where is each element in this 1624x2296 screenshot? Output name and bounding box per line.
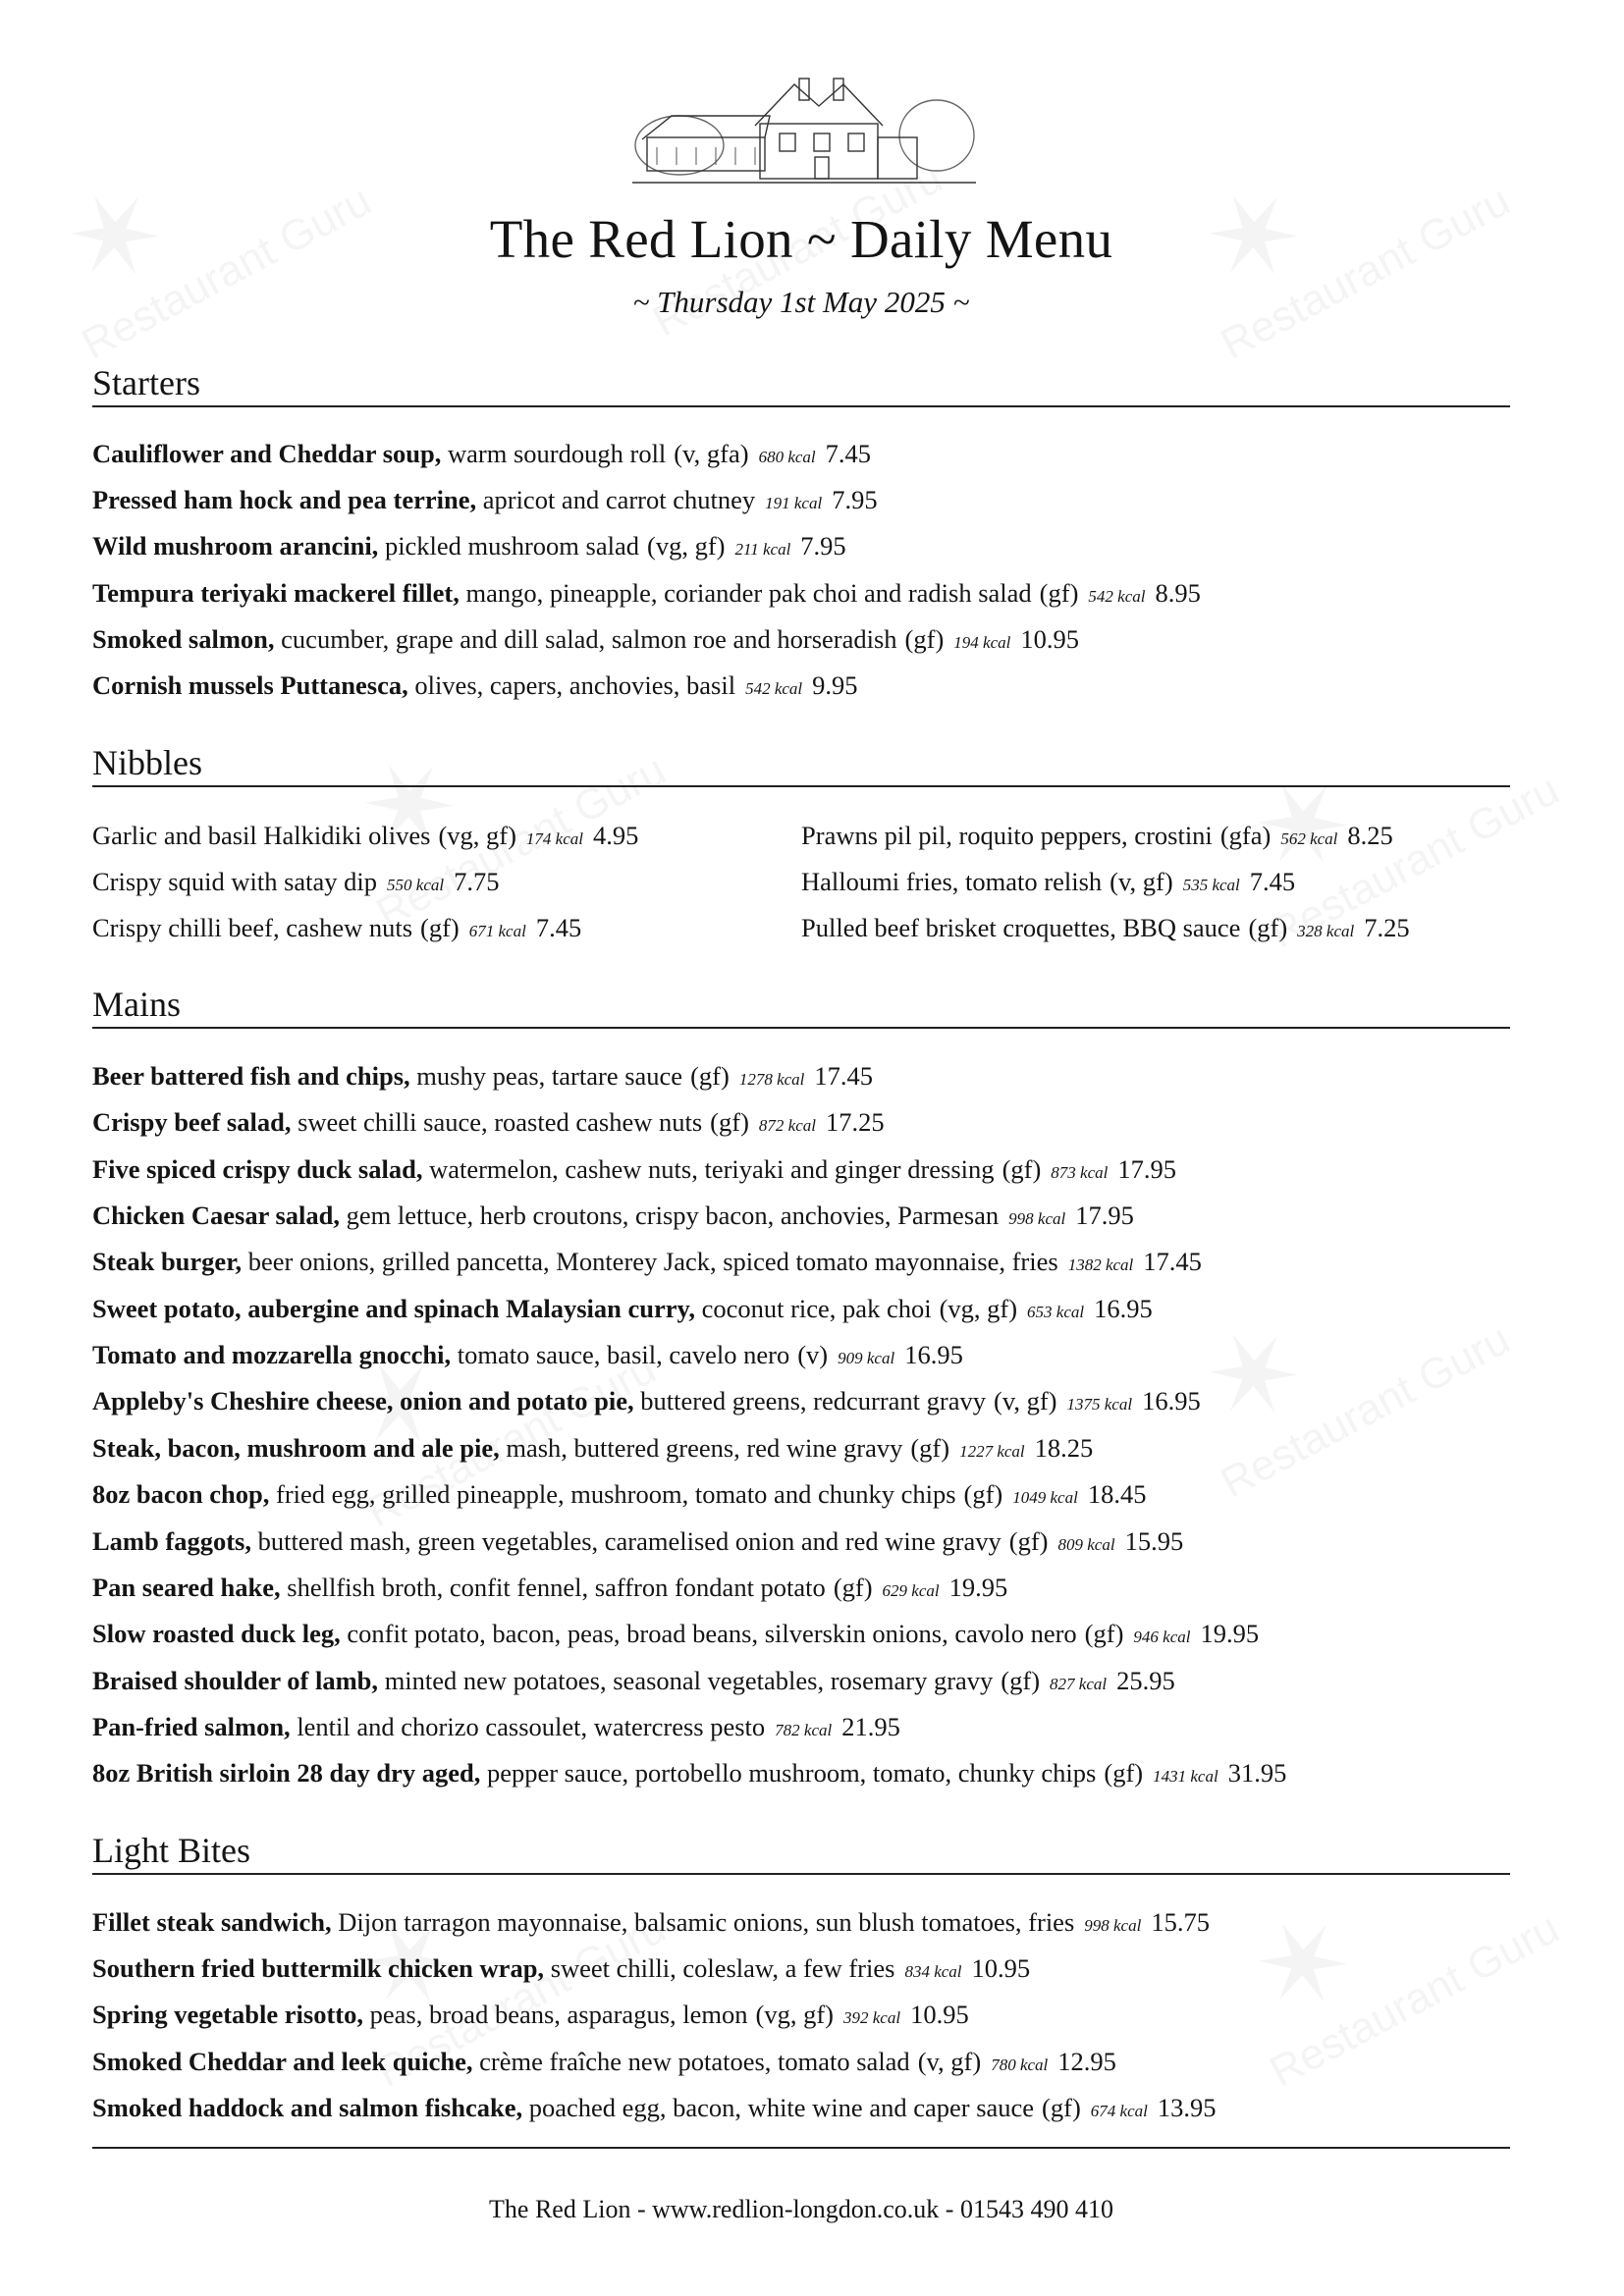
item-calories: 834 kcal xyxy=(904,1962,962,1982)
item-description: shellfish broth, confit fennel, saffron fondant potato xyxy=(280,1572,826,1602)
menu-item xyxy=(801,821,1393,852)
item-description: minted new potatoes, seasonal vegetables, rosemary gravy xyxy=(378,1665,994,1695)
item-dietary: (gf) xyxy=(1042,2092,1081,2122)
item-calories: 671 kcal xyxy=(468,922,526,941)
menu-item xyxy=(92,439,871,470)
item-dietary: (gf) xyxy=(1084,1619,1124,1649)
item-name: Southern fried buttermilk chicken wrap, xyxy=(92,1953,545,1984)
menu-item xyxy=(92,1340,963,1371)
item-calories: 780 kcal xyxy=(991,2055,1049,2074)
item-calories: 542 kcal xyxy=(745,679,803,698)
item-price: 16.95 xyxy=(1142,1386,1201,1416)
item-price: 21.95 xyxy=(841,1711,900,1741)
item-dietary: (gf) xyxy=(904,623,945,654)
item-name: Wild mushroom arancini, xyxy=(92,531,379,561)
item-price: 19.95 xyxy=(948,1572,1008,1602)
item-calories: 194 kcal xyxy=(953,632,1011,652)
menu-item xyxy=(92,2093,1216,2124)
menu-item xyxy=(92,1386,1201,1417)
page-title: The Red Lion ~ Daily Menu xyxy=(489,209,1113,269)
item-calories: 1227 kcal xyxy=(959,1441,1025,1461)
item-description: beer onions, grilled pancetta, Monterey Jack, spiced tomato mayonnaise, fries xyxy=(242,1247,1058,1277)
item-calories: 542 kcal xyxy=(1088,586,1146,606)
item-name: Smoked Cheddar and leek quiche, xyxy=(92,2046,473,2076)
menu-item xyxy=(92,1479,1146,1511)
menu-item xyxy=(92,624,1079,656)
menu-item xyxy=(92,1154,1176,1186)
menu-date: ~ Thursday 1st May 2025 ~ xyxy=(632,285,970,319)
menu-item xyxy=(92,1201,1134,1232)
menu-item xyxy=(92,1433,1093,1465)
menu-item xyxy=(92,1573,1007,1604)
item-name: Crispy beef salad, xyxy=(92,1107,292,1138)
item-price: 15.75 xyxy=(1151,1907,1210,1937)
menu-item xyxy=(92,1526,1183,1558)
menu-item xyxy=(92,1666,1175,1697)
item-description: crème fraîche new potatoes, tomato salad xyxy=(472,2046,910,2076)
item-calories: 535 kcal xyxy=(1182,876,1240,895)
menu-item xyxy=(92,1712,900,1743)
item-price: 4.95 xyxy=(593,821,639,850)
item-description: peas, broad beans, asparagus, lemon xyxy=(363,2000,748,2030)
item-price: 7.95 xyxy=(800,531,846,561)
item-description: warm sourdough roll xyxy=(441,439,667,468)
item-dietary: (gf) xyxy=(1104,1758,1144,1789)
item-calories: 1431 kcal xyxy=(1153,1767,1218,1787)
item-dietary: (gf) xyxy=(710,1107,749,1138)
item-calories: 873 kcal xyxy=(1051,1162,1109,1182)
item-price: 7.45 xyxy=(825,439,872,468)
item-price: 31.95 xyxy=(1227,1758,1287,1789)
item-price: 18.25 xyxy=(1034,1432,1094,1463)
item-description: fried egg, grilled pineapple, mushroom, tomato and chunky chips xyxy=(269,1479,956,1510)
item-dietary: (vg, gf) xyxy=(438,821,516,850)
item-calories: 946 kcal xyxy=(1133,1628,1191,1647)
item-calories: 1375 kcal xyxy=(1066,1395,1133,1415)
menu-item xyxy=(92,578,1201,610)
item-dietary: (gf) xyxy=(1001,1665,1041,1695)
item-calories: 550 kcal xyxy=(387,876,445,895)
item-dietary: (v, gf) xyxy=(917,2046,982,2076)
item-name: Pressed ham hock and pea terrine, xyxy=(92,485,477,515)
item-name: Fillet steak sandwich, xyxy=(92,1907,332,1937)
item-price: 18.45 xyxy=(1087,1479,1147,1510)
item-description: mushy peas, tartare sauce xyxy=(409,1061,683,1091)
menu-item xyxy=(92,867,499,898)
item-calories: 629 kcal xyxy=(882,1580,940,1600)
item-price: 10.95 xyxy=(1020,623,1079,654)
item-dietary: (gf) xyxy=(910,1432,950,1463)
item-price: 17.25 xyxy=(825,1107,885,1138)
item-calories: 872 kcal xyxy=(758,1116,816,1136)
item-price: 17.95 xyxy=(1075,1201,1134,1231)
section-heading-starters: Starters xyxy=(92,363,1510,407)
item-description: Prawns pil pil, roquito peppers, crostini xyxy=(801,821,1213,850)
menu-item xyxy=(92,1107,885,1139)
item-name: Tomato and mozzarella gnocchi, xyxy=(92,1340,452,1370)
item-description: Crispy squid with satay dip xyxy=(92,867,378,897)
item-dietary: (gfa) xyxy=(1219,821,1272,850)
item-name: Beer battered fish and chips, xyxy=(92,1061,410,1091)
item-calories: 809 kcal xyxy=(1057,1534,1115,1554)
item-description: Crispy chilli beef, cashew nuts xyxy=(92,913,413,943)
menu-item xyxy=(92,1907,1210,1939)
item-name: Sweet potato, aubergine and spinach Malaysian curry, xyxy=(92,1293,695,1323)
item-price: 7.75 xyxy=(454,867,500,897)
item-name: Smoked haddock and salmon fishcake, xyxy=(92,2092,523,2122)
item-calories: 1382 kcal xyxy=(1067,1255,1134,1275)
section-heading-light-bites: Light Bites xyxy=(92,1831,1510,1875)
item-calories: 392 kcal xyxy=(842,2008,901,2028)
item-name: Smoked salmon, xyxy=(92,623,275,654)
footer-contact: The Red Lion - www.redlion-longdon.co.uk - 01543 490 410 xyxy=(489,2195,1113,2223)
item-dietary: (v, gf) xyxy=(994,1386,1057,1416)
item-description: buttered greens, redcurrant gravy xyxy=(633,1386,986,1416)
menu-item xyxy=(92,670,858,702)
fork-star-icon xyxy=(1184,1211,1495,1452)
item-dietary: (gf) xyxy=(1008,1525,1049,1556)
item-description: Pulled beef brisket croquettes, BBQ sauce xyxy=(801,913,1241,943)
item-dietary: (v, gf) xyxy=(1110,867,1173,897)
item-description: gem lettuce, herb croutons, crispy bacon, anchovies, Parmesan xyxy=(340,1201,1000,1231)
item-calories: 328 kcal xyxy=(1297,922,1355,941)
item-name: Tempura teriyaki mackerel fillet, xyxy=(92,577,460,608)
item-name: Steak burger, xyxy=(92,1247,243,1277)
item-name: Cornish mussels Puttanesca, xyxy=(92,670,408,700)
item-calories: 909 kcal xyxy=(838,1349,895,1368)
item-description: poached egg, bacon, white wine and caper sauce xyxy=(522,2092,1035,2122)
item-price: 17.45 xyxy=(814,1061,874,1091)
item-name: Five spiced crispy duck salad, xyxy=(92,1153,423,1184)
item-name: 8oz bacon chop, xyxy=(92,1479,270,1510)
menu-item xyxy=(801,913,1410,944)
fork-star-icon xyxy=(1184,73,1495,313)
item-price: 16.95 xyxy=(1094,1293,1153,1323)
watermark xyxy=(1158,1211,1518,1509)
item-description: buttered mash, green vegetables, caramelised onion and red wine gravy xyxy=(250,1525,1001,1556)
menu-item xyxy=(92,531,846,562)
item-description: sweet chilli sauce, roasted cashew nuts xyxy=(291,1107,703,1138)
item-dietary: (gf) xyxy=(690,1061,730,1091)
item-name: 8oz British sirloin 28 day dry aged, xyxy=(92,1758,481,1789)
menu-item xyxy=(92,821,638,852)
item-price: 10.95 xyxy=(971,1953,1031,1984)
item-dietary: (gf) xyxy=(420,913,460,943)
item-dietary: (gf) xyxy=(963,1479,1003,1510)
item-price: 16.95 xyxy=(904,1340,963,1370)
item-description: watermelon, cashew nuts, teriyaki and ginger dressing xyxy=(422,1153,995,1184)
fork-star-icon xyxy=(45,73,356,313)
item-price: 10.95 xyxy=(910,2000,969,2030)
item-description: Dijon tarragon mayonnaise, balsamic onions, sun blush tomatoes, fries xyxy=(331,1907,1075,1937)
item-description: coconut rice, pak choi xyxy=(694,1293,932,1323)
item-name: Cauliflower and Cheddar soup, xyxy=(92,439,442,468)
menu-item xyxy=(92,2047,1116,2078)
building-sketch-logo xyxy=(632,77,976,192)
menu-item xyxy=(801,867,1295,898)
item-dietary: (v) xyxy=(797,1340,829,1370)
item-dietary: (gf) xyxy=(833,1572,873,1602)
item-dietary: (gf) xyxy=(1248,913,1288,943)
item-calories: 674 kcal xyxy=(1090,2101,1148,2120)
item-calories: 191 kcal xyxy=(765,494,823,513)
item-name: Steak, bacon, mushroom and ale pie, xyxy=(92,1432,500,1463)
item-calories: 653 kcal xyxy=(1027,1302,1085,1321)
item-dietary: (gf) xyxy=(1039,577,1079,608)
item-description: cucumber, grape and dill salad, salmon roe and horseradish xyxy=(274,623,897,654)
item-price: 17.45 xyxy=(1143,1247,1202,1277)
menu-item xyxy=(92,1247,1202,1278)
menu-item xyxy=(92,485,878,516)
item-calories: 680 kcal xyxy=(758,448,816,466)
menu-item xyxy=(92,1953,1030,1985)
item-description: olives, capers, anchovies, basil xyxy=(407,670,736,700)
item-description: lentil and chorizo cassoulet, watercress pesto xyxy=(290,1711,766,1741)
item-price: 12.95 xyxy=(1057,2046,1116,2076)
item-name: Pan seared hake, xyxy=(92,1572,281,1602)
item-description: Garlic and basil Halkidiki olives xyxy=(92,821,431,850)
item-price: 8.95 xyxy=(1155,577,1201,608)
item-description: tomato sauce, basil, cavelo nero xyxy=(451,1340,790,1370)
item-dietary: (vg, gf) xyxy=(755,2000,834,2030)
item-price: 8.25 xyxy=(1347,821,1393,850)
item-description: apricot and carrot chutney xyxy=(476,485,756,515)
item-price: 19.95 xyxy=(1200,1619,1260,1649)
menu-item xyxy=(92,2000,969,2031)
item-price: 7.45 xyxy=(535,913,582,943)
item-calories: 1049 kcal xyxy=(1012,1488,1078,1508)
item-price: 7.25 xyxy=(1364,913,1410,943)
item-price: 9.95 xyxy=(812,670,858,700)
item-dietary: (vg, gf) xyxy=(939,1293,1018,1323)
item-price: 13.95 xyxy=(1157,2092,1217,2122)
item-description: pepper sauce, portobello mushroom, tomato, chunky chips xyxy=(480,1758,1097,1789)
item-name: Slow roasted duck leg, xyxy=(92,1619,341,1649)
item-price: 25.95 xyxy=(1116,1665,1175,1695)
item-calories: 211 kcal xyxy=(734,540,791,560)
item-name: Braised shoulder of lamb, xyxy=(92,1665,379,1695)
item-description: sweet chilli, coleslaw, a few fries xyxy=(544,1953,895,1984)
menu-item xyxy=(92,1619,1259,1650)
item-name: Pan-fried salmon, xyxy=(92,1711,291,1741)
item-description: mash, buttered greens, red wine gravy xyxy=(499,1432,903,1463)
item-description: pickled mushroom salad xyxy=(378,531,639,561)
item-calories: 562 kcal xyxy=(1280,829,1338,848)
item-calories: 998 kcal xyxy=(1008,1209,1066,1229)
item-dietary: (gf) xyxy=(1001,1153,1042,1184)
item-calories: 1278 kcal xyxy=(738,1070,805,1089)
bottom-divider xyxy=(92,2147,1510,2149)
item-calories: 827 kcal xyxy=(1050,1674,1108,1693)
item-price: 17.95 xyxy=(1117,1153,1176,1184)
item-description: mango, pineapple, coriander pak choi and radish salad xyxy=(459,577,1032,608)
item-name: Appleby's Cheshire cheese, onion and potato pie, xyxy=(92,1386,634,1416)
item-price: 7.45 xyxy=(1249,867,1296,897)
menu-item xyxy=(92,1061,873,1093)
item-calories: 174 kcal xyxy=(525,829,583,848)
item-description: confit potato, bacon, peas, broad beans, silverskin onions, cavolo nero xyxy=(340,1619,1077,1649)
item-dietary: (v, gfa) xyxy=(674,439,749,468)
item-price: 7.95 xyxy=(832,485,878,515)
section-heading-nibbles: Nibbles xyxy=(92,743,1510,787)
item-name: Spring vegetable risotto, xyxy=(92,2000,364,2030)
menu-item xyxy=(92,913,581,944)
menu-item xyxy=(92,1758,1286,1789)
item-name: Chicken Caesar salad, xyxy=(92,1201,341,1231)
item-description: Halloumi fries, tomato relish xyxy=(801,867,1103,897)
item-calories: 782 kcal xyxy=(775,1720,833,1739)
section-heading-mains: Mains xyxy=(92,985,1510,1029)
item-name: Lamb faggots, xyxy=(92,1525,251,1556)
item-calories: 998 kcal xyxy=(1084,1916,1142,1935)
item-dietary: (vg, gf) xyxy=(647,531,726,561)
item-price: 15.95 xyxy=(1124,1525,1184,1556)
menu-item xyxy=(92,1294,1153,1325)
